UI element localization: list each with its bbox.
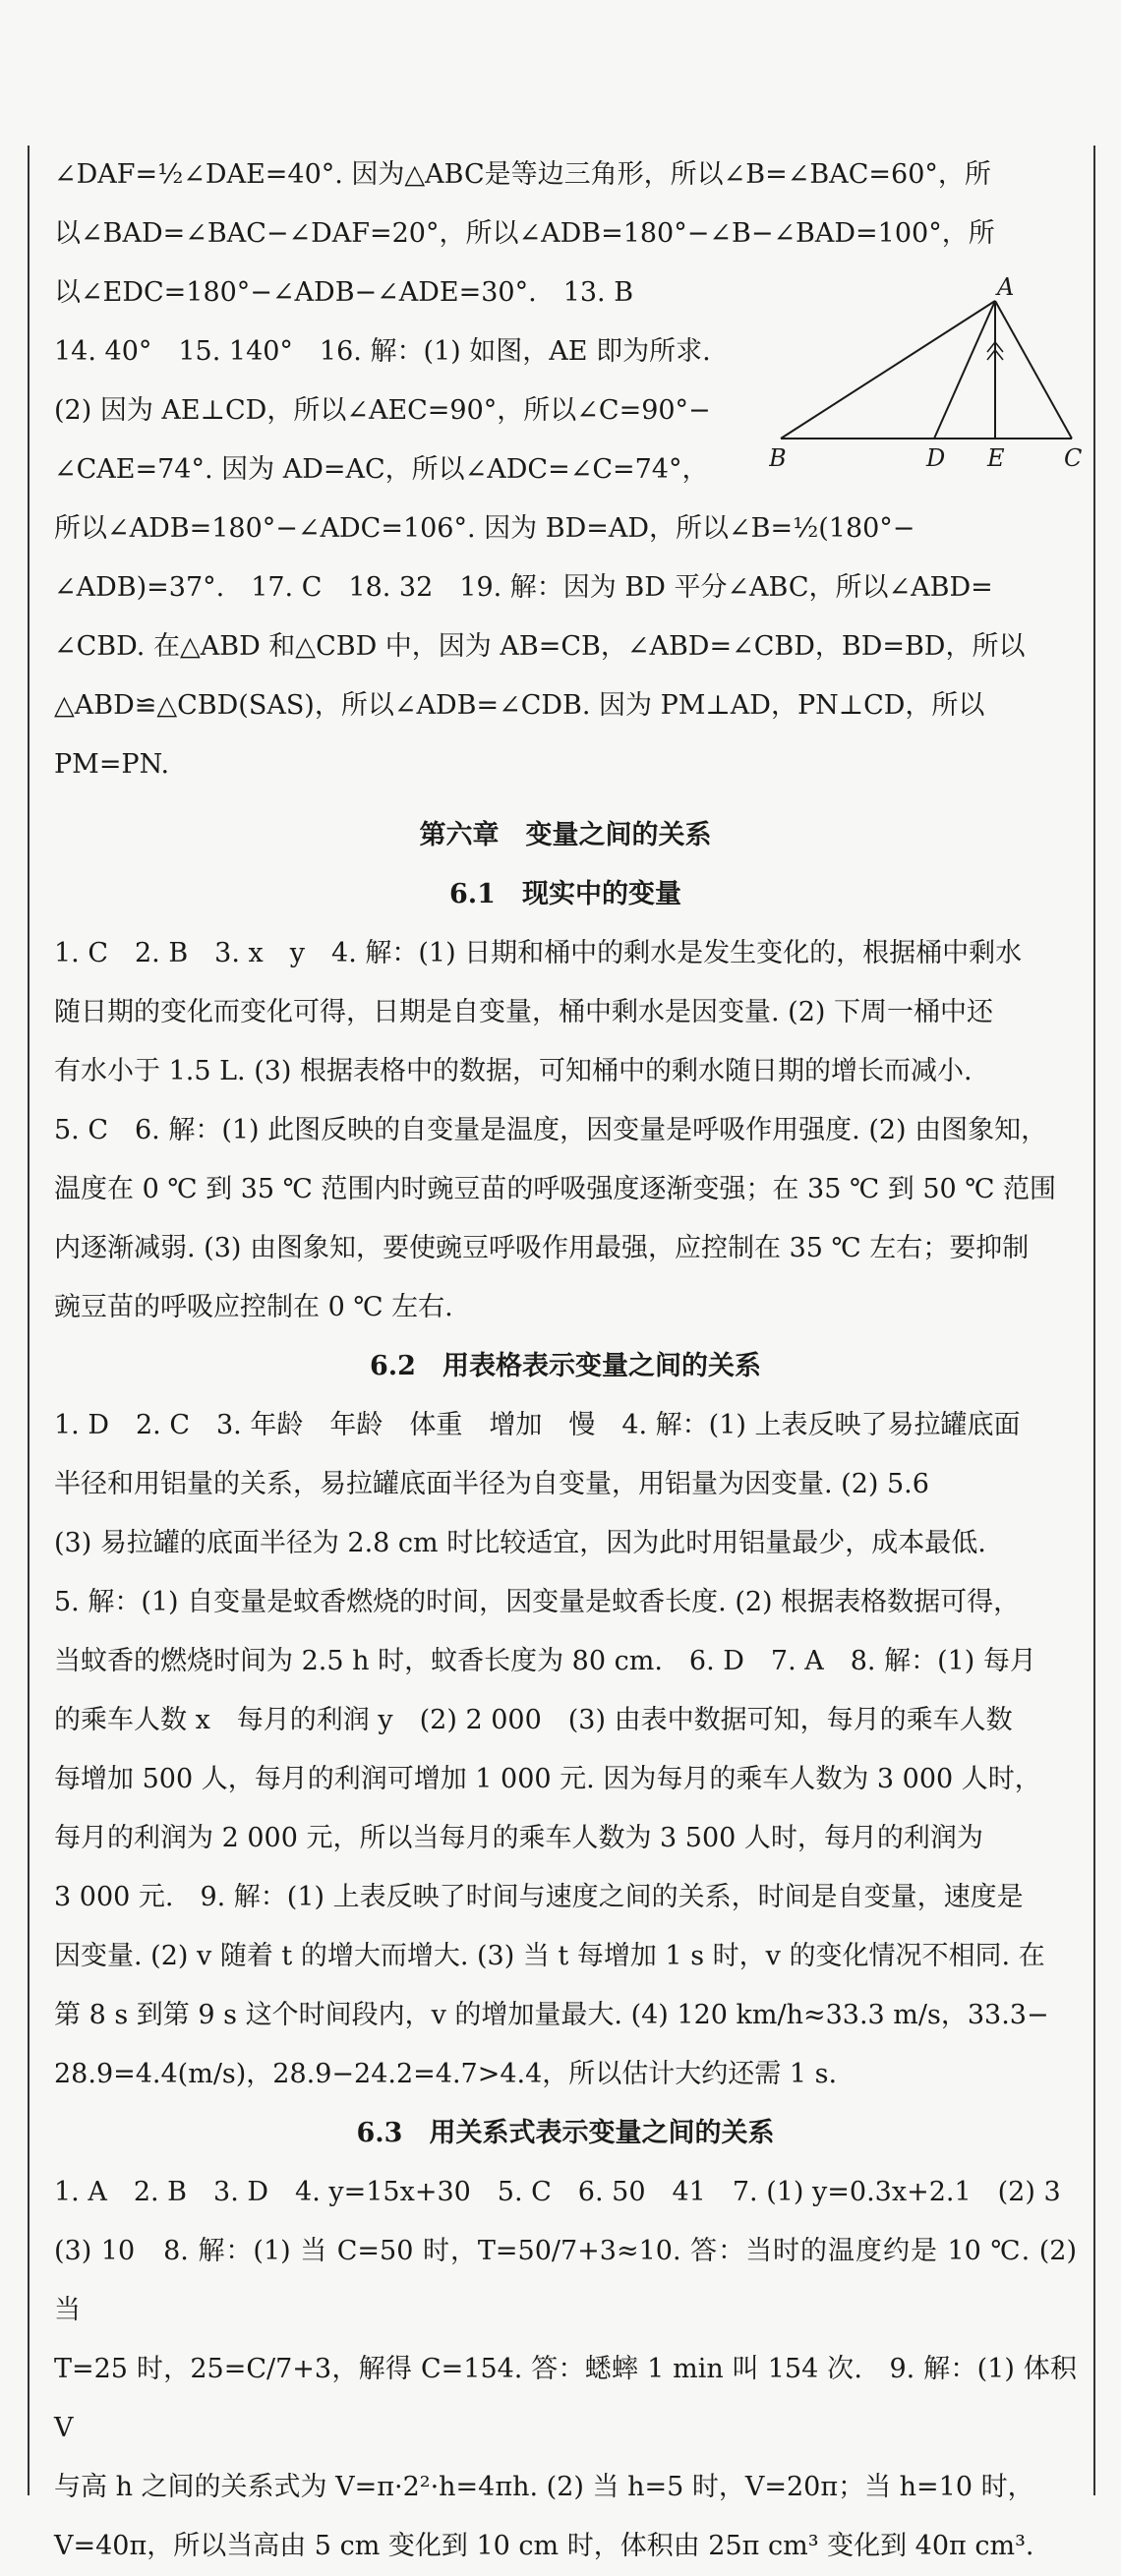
answer-text [54,146,1077,2576]
text-line: 随日期的变化而变化可得，日期是自变量，桶中剩水是因变量. (2) 下周一桶中还 [54,997,993,1027]
text-line: ∠ADB)=37°. 17. C 18. 32 19. 解：因为 BD 平分∠ABC，所以∠ABD= [54,572,993,603]
text-line: 豌豆苗的呼吸应控制在 0 ℃ 左右. [54,1292,453,1322]
text-line: 与高 h 之间的关系式为 V=π·2²·h=4πh. (2) 当 h=5 时，V=20π；当 h=10 时， [54,2472,1034,2502]
right-border-line [1093,146,1095,2495]
text-line: 以∠BAD=∠BAC−∠DAF=20°，所以∠ADB=180°−∠B−∠BAD=100°，所 [54,218,995,249]
left-border-line [28,146,30,2495]
section-title-6-1: 6.1 现实中的变量 [449,879,681,909]
text-line: 14. 40° 15. 140° 16. 解：(1) 如图，AE 即为所求. [54,336,711,367]
text-line: 5. C 6. 解：(1) 此图反映的自变量是温度，因变量是呼吸作用强度. (2) 由图象知， [54,1115,1048,1145]
text-line: T=25 时，25=C/7+3，解得 C=154. 答：蟋蟀 1 min 叫 154 次. 9. 解：(1) 体积 V [54,2354,1077,2443]
text-line: 5. 解：(1) 自变量是蚊香燃烧的时间，因变量是蚊香长度. (2) 根据表格数据可得， [54,1587,1021,1617]
label-a: A [997,273,1015,301]
section-title-6-2: 6.2 用表格表示变量之间的关系 [370,1351,761,1381]
text-line: 因变量. (2) v 随着 t 的增大而增大. (3) 当 t 每增加 1 s 时，v 的变化情况不相同. 在 [54,1941,1045,1971]
text-line: 有水小于 1.5 L. (3) 根据表格中的数据，可知桶中的剩水随日期的增长而减小. [54,1056,973,1086]
text-line: V=40π，所以当高由 5 cm 变化到 10 cm 时，体积由 25π cm³ 变化到 40π cm³. [54,2531,1034,2561]
chapter-title: 第六章 变量之间的关系 [419,820,712,850]
section-title-6-3: 6.3 用关系式表示变量之间的关系 [356,2118,775,2148]
text-line: (3) 10 8. 解：(1) 当 C=50 时，T=50/7+3≈10. 答：当时的温度约是 10 ℃. (2) 当 [54,2236,1077,2325]
label-d: D [926,444,946,468]
text-line: 1. D 2. C 3. 年龄 年龄 体重 增加 慢 4. 解：(1) 上表反映了易拉罐底面 [54,1410,1021,1440]
text-line: 3 000 元. 9. 解：(1) 上表反映了时间与速度之间的关系，时间是自变量，速度是 [54,1882,1024,1912]
text-line: 内逐渐减弱. (3) 由图象知，要使豌豆呼吸作用最强，应控制在 35 ℃ 左右；要抑制 [54,1233,1030,1263]
label-b: B [769,444,787,468]
text-line: ∠CBD. 在△ABD 和△CBD 中，因为 AB=CB，∠ABD=∠CBD，BD=BD，所以 [54,631,1026,662]
text-line: 28.9=4.4(m/s)，28.9−24.2=4.7>4.4，所以估计大约还需 1 s. [54,2059,838,2089]
text-line: 当蚊香的燃烧时间为 2.5 h 时，蚊香长度为 80 cm. 6. D 7. A 8. 解：(1) 每月 [54,1646,1036,1676]
text-line: (2) 因为 AE⊥CD，所以∠AEC=90°，所以∠C=90°− [54,395,711,426]
text-line: 的乘车人数 x 每月的利润 y (2) 2 000 (3) 由表中数据可知，每月的乘车人数 [54,1705,1013,1735]
text-line: 每月的利润为 2 000 元，所以当每月的乘车人数为 3 500 人时，每月的利润为 [54,1823,983,1853]
label-e: E [987,444,1005,468]
text-line: 第 8 s 到第 9 s 这个时间段内，v 的增加量最大. (4) 120 km/h≈33.3 m/s，33.3− [54,2000,1049,2030]
text-line: ∠DAF=½∠DAE=40°. 因为△ABC是等边三角形，所以∠B=∠BAC=60°，所 [54,159,991,190]
text-line: 1. C 2. B 3. x y 4. 解：(1) 日期和桶中的剩水是发生变化的，根据桶中剩水 [54,938,1023,968]
text-line: 每增加 500 人，每月的利润可增加 1 000 元. 因为每月的乘车人数为 3 000 人时， [54,1764,1041,1794]
text-line: 温度在 0 ℃ 到 35 ℃ 范围内时豌豆苗的呼吸强度逐渐变强；在 35 ℃ 到 50 ℃ 范围 [54,1174,1057,1204]
text-line: 1. A 2. B 3. D 4. y=15x+30 5. C 6. 50 41 7. (1) y=0.3x+2.1 (2) 3 [54,2177,1061,2207]
text-line: ∠CAE=74°. 因为 AD=AC，所以∠ADC=∠C=74°， [54,454,709,485]
text-line: (3) 易拉罐的底面半径为 2.8 cm 时比较适宜，因为此时用铝量最少，成本最低. [54,1528,986,1558]
text-line: △ABD≌△CBD(SAS)，所以∠ADB=∠CDB. 因为 PM⊥AD，PN⊥CD，所以 [54,690,985,721]
label-c: C [1064,444,1083,468]
text-line: 以∠EDC=180°−∠ADB−∠ADE=30°. 13. B [54,277,634,308]
text-line: 半径和用铝量的关系，易拉罐底面半径为自变量，用铝量为因变量. (2) 5.6 [54,1469,929,1499]
text-line: PM=PN. [54,749,170,780]
text-line: 所以∠ADB=180°−∠ADC=106°. 因为 BD=AD，所以∠B=½(180°− [54,513,915,544]
